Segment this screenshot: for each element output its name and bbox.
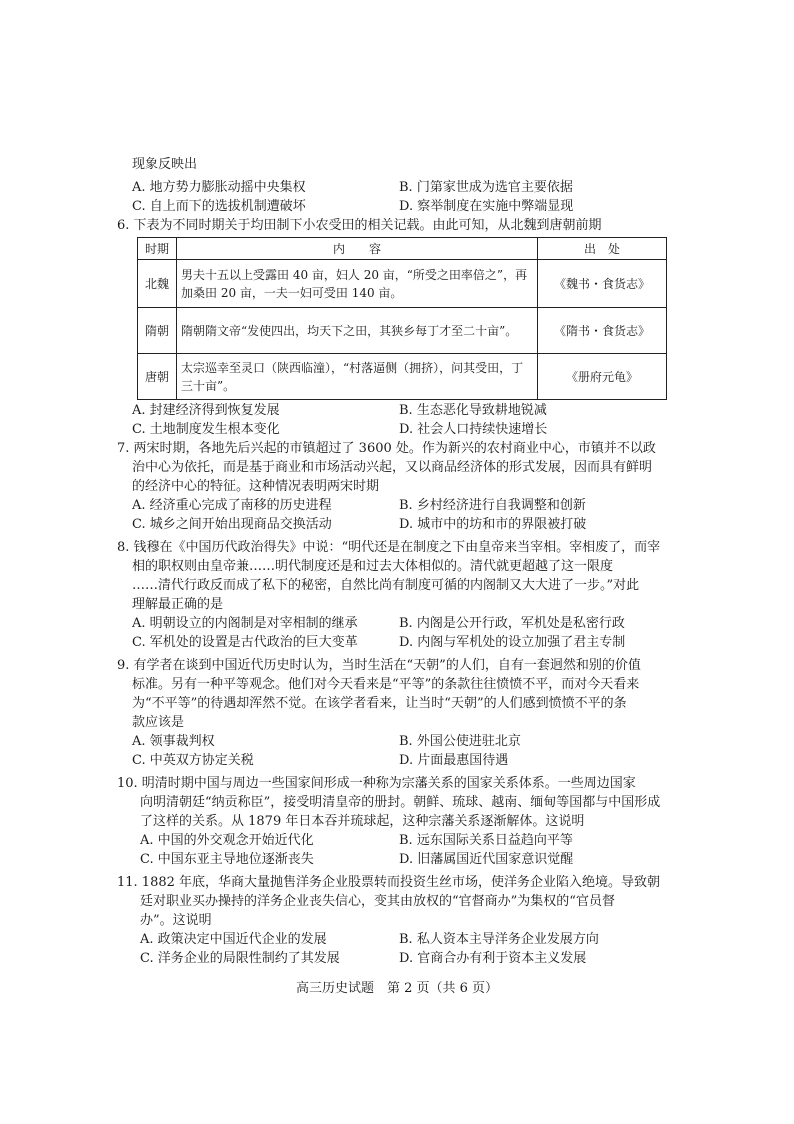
q7-option-c: C. 城乡之间开始出现商品交换活动 bbox=[132, 517, 332, 532]
q9-option-c: C. 中英双方协定关税 bbox=[132, 753, 254, 768]
table-row bbox=[138, 354, 667, 400]
table-cell-period: 唐朝 bbox=[138, 354, 177, 400]
table-header-row bbox=[138, 238, 667, 260]
q8-stem-line-3: ……清代行政反而成了私下的秘密，自然比尚有制度可循的内阁制又大大进了一步。”对此 bbox=[132, 578, 640, 593]
q6-option-c: C. 土地制度发生根本变化 bbox=[132, 422, 280, 437]
table-header-period: 时期 bbox=[138, 238, 177, 260]
q9-option-a: A. 领事裁判权 bbox=[132, 734, 215, 749]
q11-stem-line-1: 11. 1882 年底，华商大量抛售洋务企业股票转而投资生丝市场，使洋务企业陷入绝境。导致朝 bbox=[117, 875, 661, 890]
q10-option-c: C. 中国东亚主导地位逐渐丧失 bbox=[140, 852, 314, 867]
q7-stem-line-1: 7. 两宋时期，各地先后兴起的市镇超过了 3600 处。作为新兴的农村商业中心，市镇并不以政 bbox=[117, 441, 656, 456]
q11-stem-line-2: 廷对职业买办操持的洋务企业丧失信心，变其由放权的“官督商办”为集权的“官员督 bbox=[140, 894, 615, 909]
q9-option-b: B. 外国公使进驻北京 bbox=[399, 734, 521, 749]
q10-option-b: B. 远东国际关系日益趋向平等 bbox=[399, 833, 573, 848]
q11-option-b: B. 私人资本主导洋务企业发展方向 bbox=[399, 932, 599, 947]
q5-stem-tail: 现象反映出 bbox=[132, 157, 198, 172]
q8-stem-line-2: 相的职权则由皇帝兼……明代制度还是和过去大体相似的。清代就更超越了这一限度 bbox=[132, 559, 614, 574]
q11-stem-line-3: 办”。这说明 bbox=[140, 913, 212, 928]
q11-option-a: A. 政策决定中国近代企业的发展 bbox=[140, 932, 327, 947]
q9-stem-line-4: 款应该是 bbox=[132, 715, 185, 730]
q5-option-c: C. 自上而下的选拔机制遭破坏 bbox=[132, 199, 306, 214]
q10-stem-line-1: 10. 明清时期中国与周边一些国家间形成一种称为宗藩关系的国家关系体系。一些周边国家 bbox=[117, 776, 636, 791]
table-cell-content: 太宗巡幸至灵口（陕西临潼），“村落逼侧（拥挤），问其受田，丁三十亩”。 bbox=[177, 354, 538, 400]
table-cell-source: 《魏书・食货志》 bbox=[538, 260, 667, 308]
q10-stem-line-3: 了这样的关系。从 1879 年日本吞并琉球起，这种宗藩关系逐渐解体。这说明 bbox=[140, 814, 585, 829]
page-footer: 高三历史试题 第 2 页（共 6 页） bbox=[295, 981, 499, 996]
q6-option-a: A. 封建经济得到恢复发展 bbox=[132, 403, 280, 418]
q6-table bbox=[137, 237, 667, 400]
q6-option-b: B. 生态恶化导致耕地锐减 bbox=[399, 403, 547, 418]
q11-option-d: D. 官商合办有利于资本主义发展 bbox=[399, 951, 587, 966]
q7-option-b: B. 乡村经济进行自我调整和创新 bbox=[399, 498, 586, 513]
q7-stem-line-3: 的经济中心的特征。这种情况表明两宋时期 bbox=[132, 479, 380, 494]
q6-option-d: D. 社会人口持续快速增长 bbox=[399, 422, 548, 437]
q7-stem-line-2: 治中心为依托，而是基于商业和市场活动兴起，又以商品经济体的形式发展，因而具有鲜明 bbox=[132, 460, 653, 475]
q11-option-c: C. 洋务企业的局限性制约了其发展 bbox=[140, 951, 340, 966]
q7-option-a: A. 经济重心完成了南移的历史进程 bbox=[132, 498, 332, 513]
q8-option-a: A. 明朝设立的内阁制是对宰相制的继承 bbox=[132, 616, 358, 631]
q10-option-d: D. 旧藩属国近代国家意识觉醒 bbox=[399, 852, 574, 867]
table-cell-content: 男夫十五以上受露田 40 亩，妇人 20 亩，“所受之田率倍之”，再加桑田 20 亩，一夫一妇可受田 140 亩。 bbox=[177, 260, 538, 308]
q6-stem: 6. 下表为不同时期关于均田制下小农受田的相关记载。由此可知，从北魏到唐朝前期 bbox=[117, 218, 602, 233]
q9-stem-line-1: 9. 有学者在谈到中国近代历史时认为，当时生活在“天朝”的人们，自有一套迥然和别的价值 bbox=[117, 658, 641, 673]
q8-option-b: B. 内阁是公开行政，军机处是私密行政 bbox=[399, 616, 625, 631]
q9-stem-line-2: 标准。另有一种平等观念。他们对今天看来是“平等”的条款往往愤愤不平，而对今天看来 bbox=[132, 677, 640, 692]
table-header-content: 内 容 bbox=[177, 238, 538, 260]
table-header-source: 出 处 bbox=[538, 238, 667, 260]
table-cell-period: 隋朝 bbox=[138, 308, 177, 354]
q5-option-d: D. 察举制度在实施中弊端显现 bbox=[399, 199, 574, 214]
q8-stem-line-4: 理解最正确的是 bbox=[132, 597, 224, 612]
q7-option-d: D. 城市中的坊和市的界限被打破 bbox=[399, 517, 587, 532]
q5-option-a: A. 地方势力膨胀动摇中央集权 bbox=[132, 180, 306, 195]
q10-stem-line-2: 向明清朝廷“纳贡称臣”，接受明清皇帝的册封。朝鲜、琉球、越南、缅甸等国都与中国形成 bbox=[140, 795, 661, 810]
table-cell-period: 北魏 bbox=[138, 260, 177, 308]
q8-stem-line-1: 8. 钱穆在《中国历代政治得失》中说：“明代还是在制度之下由皇帝来当宰相。宰相废了，而宰 bbox=[117, 540, 661, 555]
table-row bbox=[138, 260, 667, 308]
q10-option-a: A. 中国的外交观念开始近代化 bbox=[140, 833, 314, 848]
q8-option-c: C. 军机处的设置是古代政治的巨大变革 bbox=[132, 635, 358, 650]
table-cell-source: 《隋书・食货志》 bbox=[538, 308, 667, 354]
q5-option-b: B. 门第家世成为选官主要依据 bbox=[399, 180, 573, 195]
table-cell-content: 隋朝隋文帝“发使四出，均天下之田，其狭乡每丁才至二十亩”。 bbox=[177, 308, 538, 354]
q9-stem-line-3: 为“不平等”的待遇却浑然不觉。在该学者看来，让当时“天朝”的人们感到愤愤不平的条 bbox=[132, 696, 627, 711]
q9-option-d: D. 片面最惠国待遇 bbox=[399, 753, 509, 768]
table-row bbox=[138, 308, 667, 354]
table-cell-source: 《册府元龟》 bbox=[538, 354, 667, 400]
q8-option-d: D. 内阁与军机处的设立加强了君主专制 bbox=[399, 635, 626, 650]
